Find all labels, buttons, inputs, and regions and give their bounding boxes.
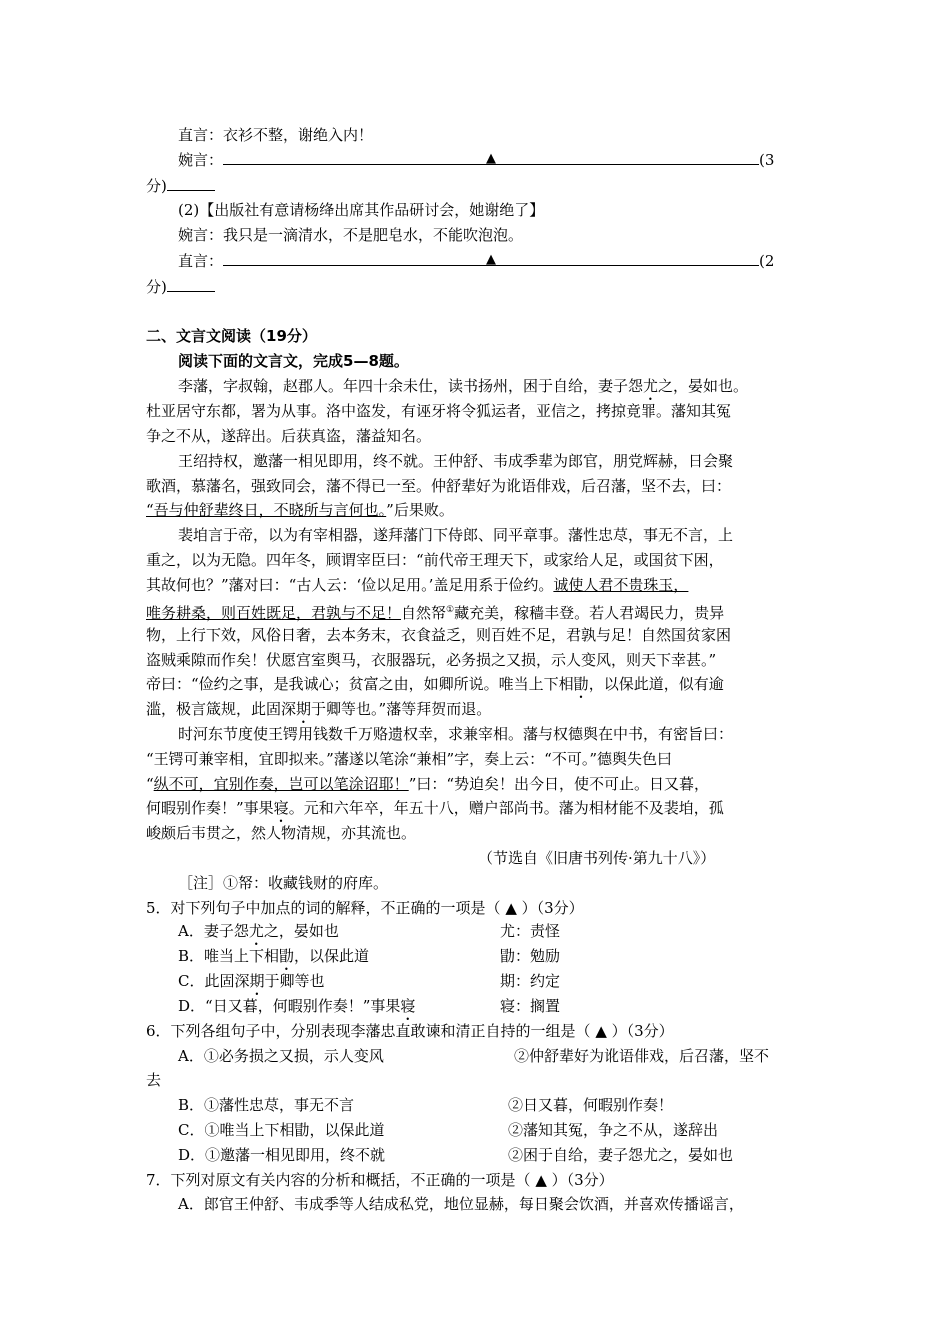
answer-blank-1[interactable] xyxy=(223,150,759,165)
passage-line: 重之，以为无隐。四年冬，顾谓宰臣曰：“前代帝王理天下，或家给人足，或国贫下困， xyxy=(146,551,724,569)
passage-line: 何暇别作奏！”事果寝。元和六年卒，年五十八，赠户部尚书。藩为相材能不及裴垍，孤 xyxy=(146,799,724,817)
passage-line: 歌酒，慕藩名，强致同会，藩不得已一至。仲舒辈好为讹语俳戏，后召藩，坚不去，曰： xyxy=(146,477,732,495)
passage-line: “纵不可，宜别作奏，岂可以笔涂诏耶！”曰：“势迫矣！出今日，使不可止。日又暮， xyxy=(146,775,710,793)
question-6-stem: 6．下列各组句子中，分别表现李藩忠直敢谏和清正自持的一组是（ ▲ ）（3分） xyxy=(146,1022,674,1040)
footnote: ［注］①帑：收藏钱财的府库。 xyxy=(178,874,389,892)
score-blank-2[interactable] xyxy=(167,277,215,292)
q4-line-7: 分) xyxy=(146,276,816,298)
source-citation: （节选自《旧唐书列传·第九十八》） xyxy=(478,849,716,867)
option-a[interactable]: A．郎官王仲舒、韦成季等人结成私党，地位显赫，每日聚会饮酒，并喜欢传播谣言， xyxy=(178,1195,744,1213)
option-a[interactable]: A．①必务损之又损，示人变风 ②仲舒辈好为讹语俳戏，后召藩，坚不 xyxy=(178,1047,770,1065)
triangle-mark: ▲ xyxy=(486,252,497,267)
passage-line: “王锷可兼宰相，宜即拟来。”藩遂以笔涂“兼相”字，奏上云：“不可。”德舆失色曰 xyxy=(146,750,673,768)
question-7-stem: 7．下列对原文有关内容的分析和概括，不正确的一项是（ ▲ ）（3分） xyxy=(146,1171,614,1189)
answer-blank-2[interactable] xyxy=(223,251,759,266)
passage-line: 时河东节度使王锷用钱数千万赂遗权幸，求兼宰相。藩与权德舆在中书，有密旨曰： xyxy=(178,725,734,743)
q4-line-6: 直言： ▲ (2 xyxy=(178,250,818,272)
q4-line-4: (2)【出版社有意请杨绛出席其作品研讨会，她谢绝了】 xyxy=(178,201,545,219)
option-a-continued: 去 xyxy=(146,1071,162,1089)
passage-line: 盗贼乘隙而作矣！伏愿宫室舆马，衣服器玩，必务损之又损，示人变风，则天下幸甚。” xyxy=(146,651,717,669)
passage-line: 其故何也？”藩对曰：“古人云：‘俭以足用。’盖足用系于俭约。诚使人君不贵珠玉， xyxy=(146,576,689,594)
option-d[interactable]: D．“日又暮，何暇别作奏！”事果寝 寝：搁置 xyxy=(178,997,561,1015)
question-5-stem: 5．对下列句子中加点的词的解释，不正确的一项是（ ▲ ）（3分） xyxy=(146,899,584,917)
q4-line-5: 婉言：我只是一滴清水，不是肥皂水，不能吹泡泡。 xyxy=(178,226,524,244)
passage-line: 争之不从，遂辞出。后获真盗，藩益知名。 xyxy=(146,427,432,445)
passage-line: “吾与仲舒辈终日，不晓所与言何也。”后果败。 xyxy=(146,501,454,519)
section-intro: 阅读下面的文言文，完成5—8题。 xyxy=(178,352,409,370)
option-b[interactable]: B．唯当上下相勖，以保此道 勖：勉励 xyxy=(178,947,561,965)
passage-line: 杜亚居守东都，署为从事。洛中盗发，有诬牙将令狐运者，亚信之，拷掠竟罪。藩知其冤 xyxy=(146,402,732,420)
q4-line-3: 分) xyxy=(146,175,816,197)
option-c[interactable]: C．①唯当上下相勖，以保此道 ②藩知其冤，争之不从，遂辞出 xyxy=(178,1121,719,1139)
section-title: 二、文言文阅读（19分） xyxy=(146,327,317,345)
passage-line: 王绍持权，邀藩一相见即用，终不就。王仲舒、韦成季辈为郎官，朋党辉赫，日会聚 xyxy=(178,452,734,470)
q4-line-2: 婉言： ▲ (3 xyxy=(178,149,818,171)
passage-line: 唯务耕桑，则百姓既足，君孰与不足！自然帑①藏充美，稼穑丰登。若人君竭民力，贵异 xyxy=(146,604,725,622)
passage-line: 帝曰：“俭约之事，是我诚心；贫富之由，如卿所说。唯当上下相勖，以保此道，似有逾 xyxy=(146,675,724,693)
passage-line: 裴垍言于帝，以为有宰相器，遂拜藩门下侍郎、同平章事。藩性忠荩，事无不言，上 xyxy=(178,526,734,544)
option-c[interactable]: C．此固深期于卿等也 期：约定 xyxy=(178,972,561,990)
option-d[interactable]: D．①邀藩一相见即用，终不就 ②困于自给，妻子怨尤之，晏如也 xyxy=(178,1146,734,1164)
passage-line: 滥，极言箴规，此固深期于卿等也。”藩等拜贺而退。 xyxy=(146,700,492,718)
passage-line: 物，上行下效，风俗日奢，去本务末，衣食益乏，则百姓不足，君孰与足！自然国贫家困 xyxy=(146,626,732,644)
option-a[interactable]: A．妻子怨尤之，晏如也 尤：责怪 xyxy=(178,922,561,940)
triangle-mark: ▲ xyxy=(486,151,497,166)
passage-line: 峻颇后韦贯之，然人物清规，亦其流也。 xyxy=(146,824,417,842)
option-b[interactable]: B．①藩性忠荩，事无不言 ②日又暮，何暇别作奏！ xyxy=(178,1096,674,1114)
score-blank-1[interactable] xyxy=(167,176,215,191)
q4-line-1: 直言：衣衫不整，谢绝入内！ xyxy=(178,126,374,144)
passage-line: 李藩，字叔翰，赵郡人。年四十余未仕，读书扬州，困于自给，妻子怨尤之，晏如也。 xyxy=(178,377,749,395)
